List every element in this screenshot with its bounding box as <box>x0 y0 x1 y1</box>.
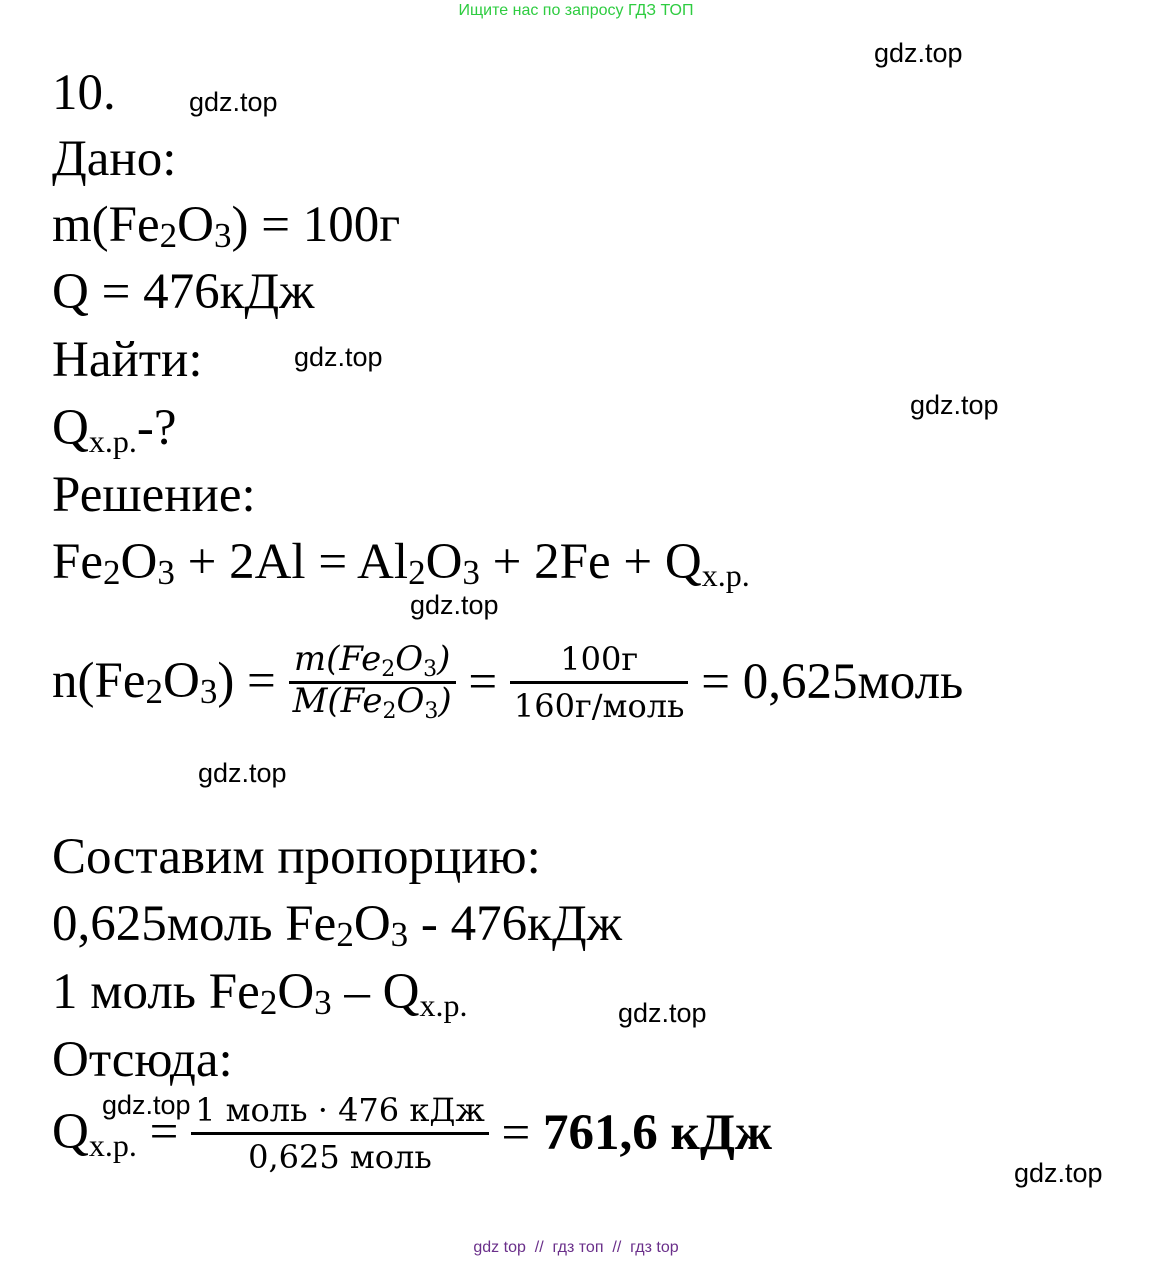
value-fraction: $\frac{100г}{\text{160г/моль}}$ <box>510 643 689 722</box>
search-banner[interactable]: Ищите нас по запросу ГДЗ ТОП <box>458 2 694 19</box>
given-mass: m(Fe2O3) = 100г <box>52 197 401 255</box>
task-number: 10. <box>52 65 116 121</box>
given-heat: Q = 476кДж <box>52 264 315 320</box>
watermark: gdz.top <box>189 87 278 117</box>
find-label: Найти: <box>52 332 203 388</box>
mass-ratio-fraction: $\frac{m(Fe2O3)}{M(Fe2O3)}$ <box>289 642 456 723</box>
moles-calculation: n(Fe2O3) = $\frac{m(Fe2O3)}{M(Fe2O3)}$ = $\frac{100г}{\text{160г/моль}}$ = 0,625моль <box>52 639 964 725</box>
watermark: gdz.top <box>618 998 707 1028</box>
reaction-equation: Fe2O3 + 2Al = Al2O3 + 2Fe + Qх.р. <box>52 534 750 593</box>
final-calculation: Qх.р. = $\frac{\text{1 моль · 476 кДж}}{\text{0,625 моль}}$ = 761,6 кДж <box>52 1091 772 1176</box>
final-answer: 761,6 кДж <box>543 1105 772 1161</box>
footer-links[interactable]: gdz top // гдз топ // гдз top <box>473 1239 679 1256</box>
hence-label: Отсюда: <box>52 1032 233 1088</box>
proportion-line-1: 0,625моль Fe2O3 - 476кДж <box>52 896 622 954</box>
given-label: Дано: <box>52 131 177 187</box>
watermark: gdz.top <box>198 758 287 788</box>
watermark: gdz.top <box>102 1090 191 1120</box>
watermark: gdz.top <box>874 38 963 68</box>
find-q: Qх.р.-? <box>52 400 177 459</box>
watermark: gdz.top <box>1014 1158 1103 1188</box>
watermark: gdz.top <box>294 342 383 372</box>
watermark: gdz.top <box>910 390 999 420</box>
solution-label: Решение: <box>52 467 256 523</box>
final-fraction: $\frac{\text{1 моль · 476 кДж}}{\text{0,625 моль}}$ <box>191 1094 489 1173</box>
watermark: gdz.top <box>410 590 499 620</box>
proportion-line-2: 1 моль Fe2O3 – Qх.р. <box>52 964 468 1023</box>
proportion-label: Составим пропорцию: <box>52 829 541 885</box>
